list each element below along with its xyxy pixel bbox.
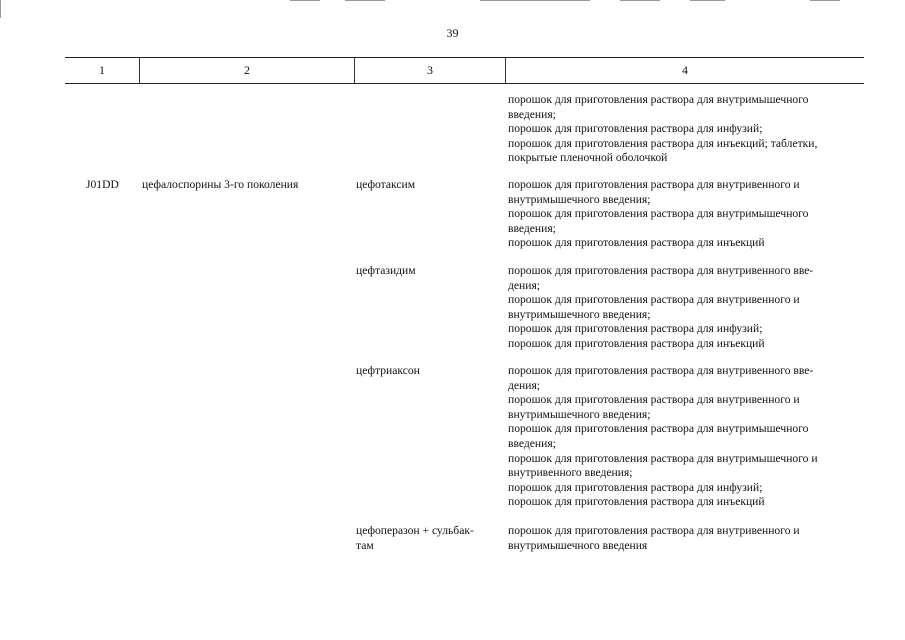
form-line: введения; [508, 107, 556, 121]
form-line: порошок для приготовления раствора для внутримышечного [508, 207, 809, 221]
form-line: внутривенного введения; [508, 466, 633, 480]
header-col-4: 4 [682, 63, 688, 77]
scan-artifact [620, 0, 660, 1]
form-line: внутримышечного введения; [508, 307, 651, 321]
dosage-forms [508, 524, 863, 553]
form-line: порошок для приготовления раствора для инъекций [508, 336, 765, 350]
drug-name: цефоперазон + сульбак- там [356, 524, 474, 552]
form-line: внутримышечного введения [508, 538, 648, 552]
table-header [65, 57, 864, 84]
form-line: порошок для приготовления раствора для инфузий; [508, 322, 763, 336]
form-line: порошок для приготовления раствора для инъекций [508, 236, 765, 250]
dosage-forms [508, 264, 863, 352]
form-line: порошок для приготовления раствора для внутримышечного и [508, 451, 818, 465]
form-line: порошок для приготовления раствора для внутривенного вве- [508, 364, 814, 377]
form-line: порошок для приготовления раствора для инъекций [508, 495, 765, 509]
scan-artifact [810, 0, 840, 1]
form-line: порошок для приготовления раствора для внутривенного и [508, 393, 800, 407]
dosage-forms [508, 93, 863, 166]
form-line: порошок для приготовления раствора для инфузий; [508, 480, 763, 494]
form-line: порошок для приготовления раствора для внутримышечного [508, 93, 809, 106]
scan-artifact [0, 0, 1, 18]
form-line: внутримышечного введения; [508, 192, 651, 206]
drug-name: цефтриаксон [356, 364, 420, 377]
form-line: внутримышечного введения; [508, 407, 651, 421]
form-line: порошок для приготовления раствора для инъекций; таблетки, [508, 136, 818, 150]
form-line: порошок для приготовления раствора для внутривенного и [508, 524, 800, 537]
dosage-forms [508, 364, 863, 510]
form-line: порошок для приготовления раствора для внутривенного вве- [508, 264, 814, 277]
header-col-3: 3 [427, 63, 433, 77]
form-line: порошок для приготовления раствора для внутривенного и [508, 178, 800, 191]
form-line: покрытые пленочной оболочкой [508, 151, 668, 165]
form-line: дения; [508, 278, 541, 292]
scan-artifact [345, 0, 385, 1]
form-line: порошок для приготовления раствора для внутримышечного [508, 422, 809, 436]
form-line: дения; [508, 378, 541, 392]
form-line: порошок для приготовления раствора для инфузий; [508, 122, 763, 136]
scan-artifact [480, 0, 590, 1]
scan-artifact [690, 0, 725, 1]
drug-name: цефотаксим [356, 178, 416, 191]
dosage-forms [508, 178, 863, 251]
drug-name: цефтазидим [356, 264, 416, 277]
form-line: введения; [508, 221, 556, 235]
page-number: 39 [446, 26, 459, 40]
form-line: введения; [508, 436, 556, 450]
header-col-1: 1 [99, 63, 105, 77]
header-col-2: 2 [244, 63, 250, 77]
scan-artifact [290, 0, 320, 1]
atc-code: J01DD [86, 178, 119, 191]
form-line: порошок для приготовления раствора для внутривенного и [508, 293, 800, 307]
group-name: цефалоспорины 3-го поколения [142, 178, 299, 191]
